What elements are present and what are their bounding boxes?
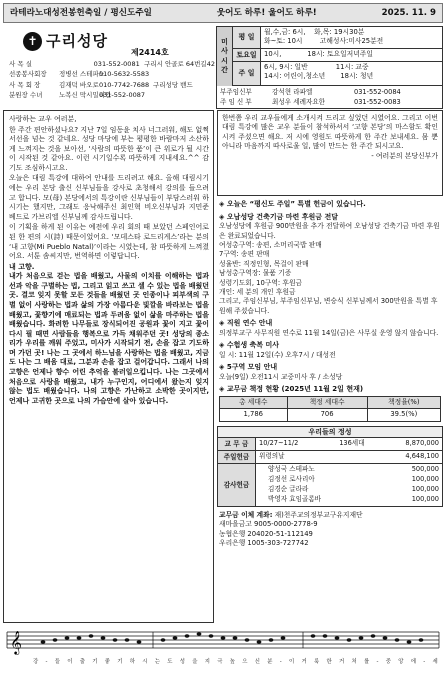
lyric-syllable: 하 (129, 659, 135, 665)
lyric-syllable: 거 (301, 659, 307, 665)
lyric-syllable: - (423, 659, 426, 665)
sunday-mass-row: 주 일 6시, 9시: 일반 11시: 교중 14시: 어린이,청소년 18시: 청년 (233, 62, 442, 86)
lyric-syllable: 처 (351, 659, 357, 665)
lyric-syllable: 중 (385, 659, 391, 665)
tithe-status-table: 총 세대수 책정 세대수 책정율(%) 1,786 706 39.5(%) (219, 396, 441, 422)
notice-title: ◈ 오남성당 건축기금 마련 후원금 전달 (219, 212, 338, 221)
lyric-syllable: 으 (242, 659, 248, 665)
lyric-syllable: 을 (192, 659, 198, 665)
offering-row: 주일헌금 위령의날 4,648,100 (218, 451, 442, 464)
lyric-syllable: 높 (229, 659, 235, 665)
offering-row: 교 무 금 10/27~11/2 136세대 8,870,000 (218, 438, 442, 451)
contact-row: 선종봉사회장 정병선 스테파노 010-5632-5583 (9, 70, 150, 79)
church-logo (23, 32, 108, 51)
lyric-syllable: 성 (179, 659, 185, 665)
lyric-syllable: 세 (432, 659, 438, 665)
notice-title: ◈ 직원 연수 안내 (219, 319, 273, 328)
contact-row: 분원장 수녀 노복신 막시밀리안 031-552-0087 (9, 91, 146, 100)
issue-number: 제2414호 (131, 48, 169, 57)
lyric-syllable: 분 (267, 659, 273, 665)
contact-row: 사 목 실 031-552-0081 구리시 안골로 64번길42 (9, 60, 215, 68)
priest-row: 주 임 신 부 최성우 세례자요한 031-552-0083 (220, 98, 401, 106)
hymn-lyrics (33, 659, 438, 666)
saturday-mass-row: 토요일 10시, 18시: 토요일저녁주일 (233, 49, 442, 62)
notice-body: 오남성당에 후원금 900만원을 추가 전달하여 오남성당 건축기금 마련 후원은 완료되었습니다. 여성총구역: 송편, 소머리국밥 판매 7구역: 송편 판매 성율반: 직정인형, 목걸이 판매 남성총구역장: 물품 기증 성령기도회, 10구역: 후원금 개인: 세 분의 개인 후원금 그리고, 주임신부님, 부주임신부님, 변승식 신부님께서 300만원을 특별 후원해 주셨습니다. (219, 222, 440, 315)
offering-row: 감사헌금 양성국 스테파노 500,000 김정선 로사리아 100,000 김경순 글라라 100,000 박영자 효임골롬바 100,000 (218, 464, 442, 506)
mass-time-label: 미 사 시 간 (217, 27, 233, 86)
lyric-syllable: 는 (154, 659, 160, 665)
church-header (3, 26, 213, 109)
lyric-syllable: - (45, 659, 48, 665)
lyric-syllable: - (376, 659, 379, 665)
lyric-syllable: 시 (142, 659, 148, 665)
notice-title: ◈ 5구역 모임 안내 (219, 363, 278, 372)
lyric-syllable: 한 (326, 659, 332, 665)
notices (217, 200, 443, 422)
offerings-title: 우리들의 정성 (218, 427, 442, 439)
lyric-syllable: 앙 (398, 659, 404, 665)
priest-row: 부주임신부 강석현 라파엘 031-552-0084 (220, 88, 401, 96)
mass-schedule (216, 26, 443, 109)
lyric-syllable: 도 (167, 659, 173, 665)
right-column (217, 110, 443, 623)
lyric-syllable: 지 (204, 659, 210, 665)
lyric-syllable: 출 (79, 659, 85, 665)
account-info: 교무금 이체 계좌: 재)천주교의정부교구유지재단 새마을금고 9005-0000-2778-9 농협은행 204020-51-112149 우리은행 1005-303-727742 (219, 511, 363, 547)
notice-title: ◈ 수험생 축복 미사 (219, 341, 280, 350)
bulletin-page (3, 3, 443, 670)
music-notes (41, 632, 424, 643)
notice-headline: ◈ 오늘은 “평신도 주일” 특별 헌금이 있습니다. (219, 200, 366, 208)
hymn-staff (3, 624, 443, 670)
lyric-syllable: 극 (217, 659, 223, 665)
lyric-syllable: 강 (33, 659, 39, 665)
notice-body: 일 시: 11월 12일(수) 오후7시 / 대성전 (219, 350, 336, 359)
feast-title: 라테라노대성전봉헌축일 / 평신도주일 (10, 7, 152, 18)
letter-paragraph: 이 기획을 하게 된 이유는 예전에 우리 회의 때 보았던 스페인어로 된 한 편의 시(詩) 때문이었어요. ‘모데스타 로드리게스’라는 분의 ‘내 고향(Mi Pueblo Natal)’이라는 시였는데, 참 따뜻하게 느껴졌어요. 서툰 솜씨지만, 번역하면 이렇답니다. (9, 223, 209, 261)
pastor-letter (3, 110, 214, 623)
music-staff-graphic (3, 624, 443, 658)
notice-body: 의정부교구 사무직원 연수로 11월 14일(금)은 사무실 운영 않지 않습니다. (219, 328, 439, 337)
notice-body: 오늘(9일) 오전11시 교중미사 후 / 소성당 (219, 372, 343, 381)
letter-paragraph: 사랑하는 교우 여러분, (9, 115, 77, 123)
church-name: 구리성당 (46, 32, 108, 51)
lyric-syllable: 이 (67, 659, 73, 665)
lyric-syllable: 이 (288, 659, 295, 665)
motto: 웃어도 하루! 울어도 하루! (216, 7, 317, 18)
letter-signature: - 여러분의 본당신부가 (371, 151, 438, 160)
weekday-mass-row: 평 일 월,수,금: 6시, 화,목: 19시30분 화~토: 10시 고해성사:미사25분전 (233, 27, 442, 49)
lyric-syllable: 신 (254, 659, 260, 665)
treble-clef-icon: 𝄞 (10, 630, 22, 654)
offerings-box (217, 426, 443, 508)
notice-title: ◈ 교무금 책정 현황 (2025년 11월 2일 현재) (219, 385, 364, 394)
lyric-syllable: 거 (338, 659, 345, 665)
lyric-syllable: 를 (363, 659, 370, 665)
contact-row: 사 목 회 장 김재덕 바오로 010-7742-7688 구리성당 밴드 (9, 80, 193, 89)
issue-date: 2025. 11. 9 (381, 7, 436, 18)
lyric-syllable: 룩 (313, 659, 320, 665)
contact-list (9, 60, 215, 102)
lyric-syllable: 에 (410, 659, 416, 665)
lyric-syllable: 기 (92, 659, 98, 665)
letter-paragraph: 오늘은 대림 특강에 대하여 안내를 드리려고 해요. 올해 대림시기에는 우리 본당 출신 신부님들을 강사로 초청해서 강의를 들으려고 합니다. 모(母) 본당에서의 특강이란 신부님들이 부담스러워 하시기는 했지만, 그래도 응낙해주신 최인혁 비오신부님과 지민준 베드로 가브리엘 신부님께 감사드립니다. (9, 174, 209, 221)
poem-text: 내 고향. 내가 처음으로 걷는 법을 배웠고, 사물의 이치를 이해하는 법과 선과 악을 구별하는 법, 그리고 읽고 쓰고 셀 수 있는 법을 배웠던 곳. 결코 잊지 못할 모든 것들을 배웠던 곳 인종이나 피부색의 구별 없이 사랑하는 법과 삶의 가장 아름다운 빛깔을 바라보는 법을 배웠고, 꽃향기에 매료되는 법과 두려움 없이 삶을 마주하는 법을 배웠습니다. 화려한 나무들로 장식되어진 공원과 꽃이 지고 꽃이 다시 필 때면 사람들을 행복으로 가득 채워주던 곳! 성당의 종소리가 우리를 깨워 주었고, 미사가 시작되기 전, 손을 잡고 기도하며 가던 곳! 나는 그 곳에서 하느님을 사랑하는 법을 배웠고, 지금도 나는 그 배움 대로, 그분과 손을 잡고 걸어갑니다. 그래서 나의 고향은 언제나 향수 어린 추억을 불러일으킵니다. 나는 그곳에서 처음으로 사랑을 배웠고, 내가 누구인지, 어디에서 왔는지 잊지 않는 법도 배웠습니다. 나의 고향은 가난하고 소박한 곳이지만, 언제나 고귀한 곳으로 나의 가슴안에 살아 있습니다. (9, 262, 209, 405)
lyric-syllable: 좋 (104, 659, 110, 665)
lyric-syllable: 들 (54, 659, 60, 665)
letter-paragraph: 한 주간 편안하셨나요? 지난 7일 임동윤 치사 너그러워, 해도 없쩍 서선을 넘는 것 같네요. 성당 마당에 부는 평평한 바람마저 소산하게 느껴지는 것을 보아선, ‘사람의 따뜻한 품’이 큰 위로가 될 시간이 시작된 것 같아요. 이런 시기일수록 따뜻하게 지내세요.^^ 감기도 조심하시고요. (9, 125, 209, 172)
cross-icon: ✝ (23, 32, 42, 51)
lyric-syllable: - (279, 659, 282, 665)
header-bar (3, 3, 443, 23)
lyric-syllable: 기 (117, 659, 123, 665)
letter-continuation: 한번쯤 우리 교우들에게 소개시켜 드리고 싶었던 시였어요. 그리고 이번 대림 특강에 많은 교우 분들이 참석하셔서 ‘고향 본당’의 마스함도 확인시켜 주셨으면 해요. 저 시에 영원도 따뜻하게 한 주간 보내세요. 몸 뿐 아니라 마음까지 따사로울 일, 많이 만드는 한 주간 되시고요. - 여러분의 본당신부가 (217, 110, 443, 196)
